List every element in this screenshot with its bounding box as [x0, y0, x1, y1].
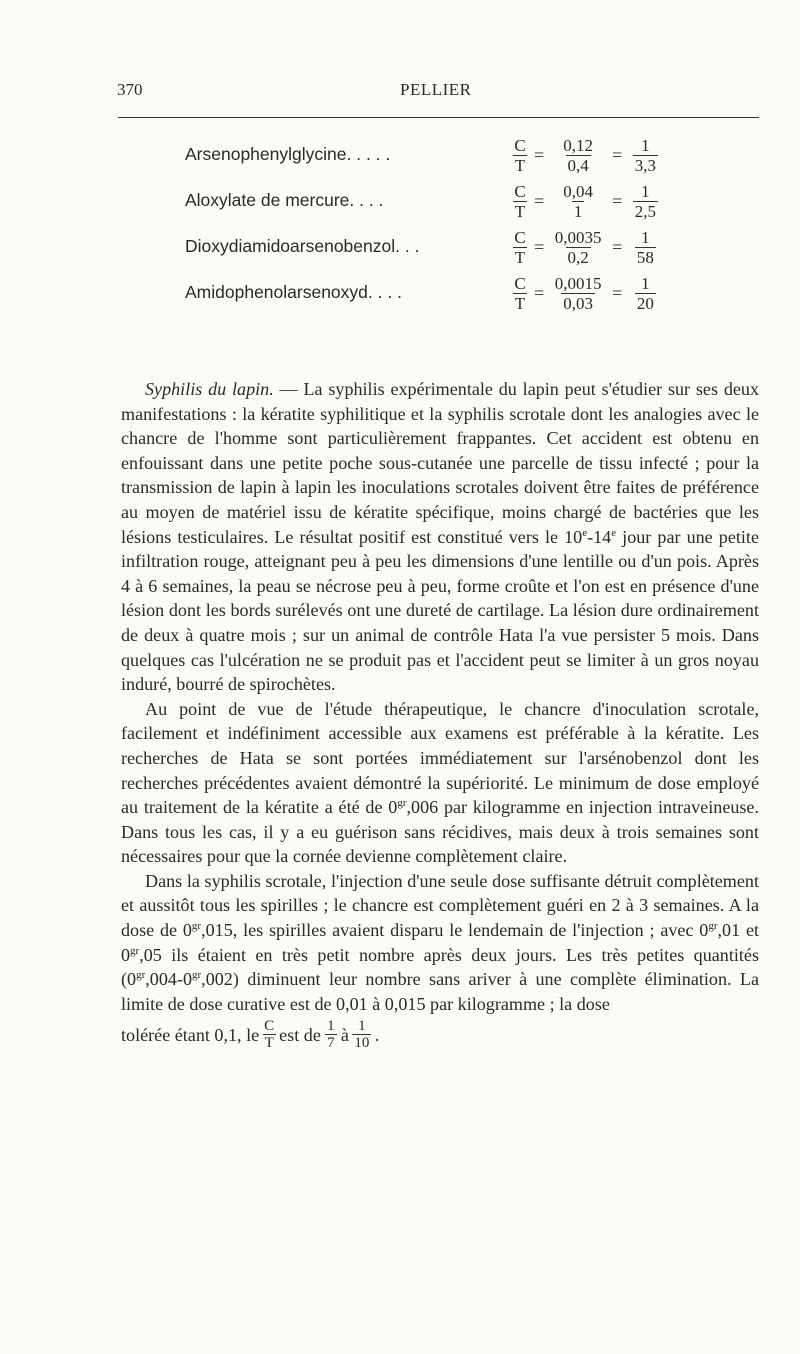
- ratio-formula: $\frac{C}{T}$ = $\frac{0,0015}{0,03}$ = $\frac{1}{20}$: [511, 270, 663, 316]
- result-fraction: $\frac{1}{2,5}$: [634, 181, 656, 221]
- paragraph: Au point de vue de l'étude thérapeutique, le chancre d'inoculation scrotale, facilement et indéfiniment accessible aux examens est préférable à la kératite. Les recherches de Hata se sont portées immédiatement sur l'arsénobenzol dont les recherches précédentes avaient démontré la supériorité. Le minimum de dose employé au traitement de la kératite a été de $0^{gr},006$ par kilogramme en injection intraveineuse. Dans tous les cas, il y a eu guérison sans récidives, mais deux à trois semaines sont nécessaires pour que la cornée devienne complètement claire.: [121, 698, 759, 867]
- compound-name: Aloxylate de mercure. . . .: [185, 190, 384, 210]
- ratio-row: [185, 132, 725, 178]
- paragraph-last-line: tolérée étant 0,1, le $\frac{C}{T}$ est de $\frac{1}{7}$ à $\frac{1}{10}$ .: [121, 1018, 380, 1052]
- ratio-row: [185, 270, 725, 316]
- compound-name: Amidophenolarsenoxyd. . . .: [185, 282, 402, 302]
- ct-fraction: $\frac{C}{T}$: [514, 227, 526, 267]
- dose-fraction: $\frac{0,0015}{0,03}$: [554, 273, 602, 313]
- ct-fraction: $\frac{C}{T}$: [514, 135, 526, 175]
- result-fraction: $\frac{1}{20}$: [636, 273, 654, 313]
- ratio-row: [185, 224, 725, 270]
- result-fraction: $\frac{1}{58}$: [636, 227, 654, 267]
- dose-fraction: $\frac{0,12}{0,4}$: [563, 135, 594, 175]
- dose-fraction: $\frac{0,04}{1}$: [563, 181, 594, 221]
- fraction-one-tenth: $\frac{1}{10}$: [354, 1018, 370, 1052]
- ratio-formula: $\frac{C}{T}$ = $\frac{0,12}{0,4}$ = $\frac{1}{3,3}$: [511, 132, 663, 178]
- page-number: 370: [117, 80, 143, 99]
- dose-fraction: $\frac{0,0035}{0,2}$: [554, 227, 602, 267]
- running-head: [117, 80, 759, 102]
- ratio-table: [185, 132, 725, 316]
- body-text: [121, 377, 759, 1051]
- ct-fraction: $\frac{C}{T}$: [514, 181, 526, 221]
- compound-name: Dioxydiamidoarsenobenzol. . .: [185, 236, 420, 256]
- section-lead-in: Syphilis du lapin.: [145, 379, 274, 399]
- result-fraction: $\frac{1}{3,3}$: [634, 135, 656, 175]
- ct-fraction: $\frac{C}{T}$: [264, 1018, 275, 1052]
- header-rule: [118, 117, 759, 118]
- running-head-author: PELLIER: [400, 80, 472, 99]
- ratio-formula: $\frac{C}{T}$ = $\frac{0,04}{1}$ = $\frac{1}{2,5}$: [511, 178, 663, 224]
- compound-name: Arsenophenylglycine. . . . .: [185, 144, 391, 164]
- paragraph: Dans la syphilis scrotale, l'injection d'une seule dose suffisante détruit complètement et aussitôt tous les spirilles ; le chancre est complètement guéri en 2 à 3 semaines. A la dose de $0^{gr},015$, les spirilles avaient disparu le lendemain de l'injection ; avec $0^{gr},01$ et $0^{gr},05$ ils étaient en très petit nombre après deux jours. Les très petites quantités $(0^{gr},004-0^{gr},002)$ diminuent leur nombre sans ariver à une complète élimination. La limite de dose curative est de 0,01 à 0,015 par kilogramme ; la dose: [121, 870, 759, 1014]
- ratio-row: [185, 178, 725, 224]
- ct-fraction: $\frac{C}{T}$: [514, 273, 526, 313]
- fraction-one-seventh: $\frac{1}{7}$: [327, 1018, 335, 1052]
- ratio-formula: $\frac{C}{T}$ = $\frac{0,0035}{0,2}$ = $\frac{1}{58}$: [511, 224, 663, 270]
- paragraph: Syphilis du lapin. — La syphilis expérimentale du lapin peut s'étudier sur ses deux manifestations : la kératite syphilitique et la syphilis scrotale dont les analogies avec le chancre de l'homme sont particulièrement frappantes. Cet accident est obtenu en enfouissant dans une petite poche sous-cutanée une parcelle de tissu infecté ; pour la transmission de lapin à lapin les inoculations scrotales doivent être faites de préférence au moyen de matériel issu de kératite spécifique, moins chargé de bactéries que les lésions testiculaires. Le résultat positif est constitué vers le 10e-14e jour par une petite infiltration rouge, atteignant peu à peu les dimensions d'une lentille ou d'un pois. Après 4 à 6 semaines, la peau se nécrose peu à peu, forme croûte et l'on est en présence d'une lésion dont les bords surélevés ont une dureté de cartilage. La lésion dure ordinairement de deux à quatre mois ; sur un animal de contrôle Hata l'a vue persister 5 mois. Dans quelques cas l'ulcération ne se produit pas et l'accident peut se limiter à un gros noyau induré, bourré de spirochètes.: [121, 379, 759, 695]
